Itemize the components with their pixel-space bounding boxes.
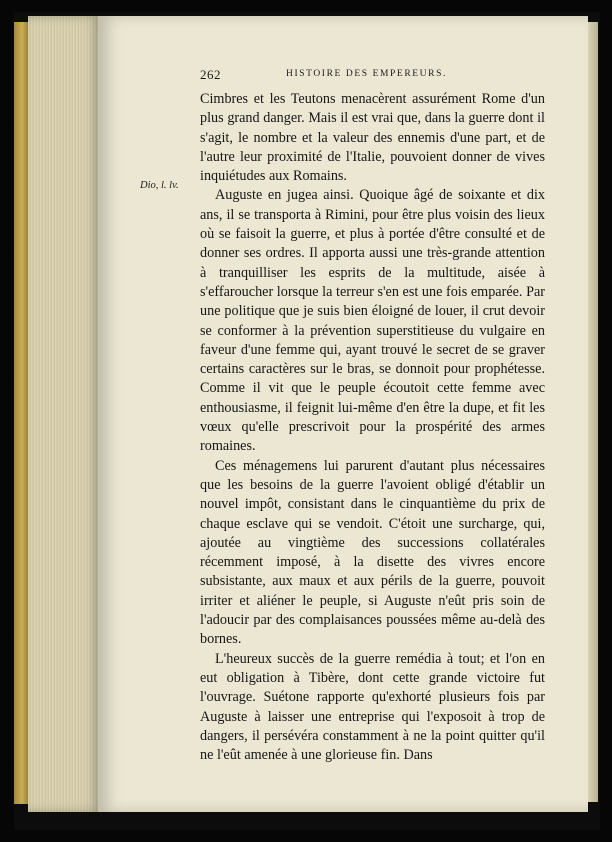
body-text [200, 90, 545, 765]
running-title: HISTOIRE DES EMPEREURS. [286, 69, 447, 79]
page-header [200, 67, 545, 85]
page-number: 262 [200, 67, 221, 82]
page-edges [28, 16, 102, 812]
right-page-edge [588, 22, 598, 802]
paragraph: Ces ménagemens lui parurent d'autant plus nécessaires que les besoins de la guerre l'avoient obligé d'établir un nouvel impôt, consistant dans le cinquantième du prix de chaque esclave qui se vendoit. C'étoit une surcharge, qui, ajoutée au vingtième des successions collatérales récemment imposé, à la disette des vivres encore subsistante, aux maux et aux périls de la guerre, pouvoit irriter et aliéner le peuple, si Auguste n'eût pris soin de l'adoucir par des complaisances poussées même au-delà des bornes. [200, 457, 545, 648]
margin-note: Dio, l. lv. [140, 180, 179, 191]
paragraph: L'heureux succès de la guerre remédia à tout; et l'on en eut obligation à Tibère, dont cette grande victoire fut l'ouvrage. Suétone rapporte qu'exhorté plusieurs fois par Auguste à laisser une entreprise qui l'exposoit à trop de dangers, il persévéra constamment à ne la point quitter qu'il ne l'eût amenée à une glorieuse fin. Dans [200, 650, 545, 764]
paragraph: Auguste en jugea ainsi. Quoique âgé de soixante et dix ans, il se transporta à Rimini, pour être plus voisin des lieux où se faisoit la guerre, et plus à portée d'être consulté et de donner ses ordres. Il apporta aussi une très-grande attention à tranquilliser les esprits de la multitude, aisée à s'effaroucher lorsque la terreur s'en est une fois emparée. Par une politique que je suis bien éloigné de louer, il crut devoir se conformer à la prévention superstitieuse du vulgaire en faveur d'une femme qui, ayant trouvé le secret de se graver certains caractères sur le bras, se donnoit pour prophétesse. Comme il vit que le peuple écoutoit cette femme avec enthousiasme, il feignit lui-même d'en être la dupe, et fit les vœux qu'elle prescrivoit pour la prospérité des armes romaines. [200, 187, 545, 455]
paragraph: Cimbres et les Teutons menacèrent assurément Rome d'un plus grand danger. Mais il est vrai que, dans la guerre dont il s'agit, le nombre et la valeur des ennemis d'une part, et de l'autre leur proximité de l'Italie, pouvoient donner de vives inquiétudes aux Romains. [200, 91, 545, 185]
